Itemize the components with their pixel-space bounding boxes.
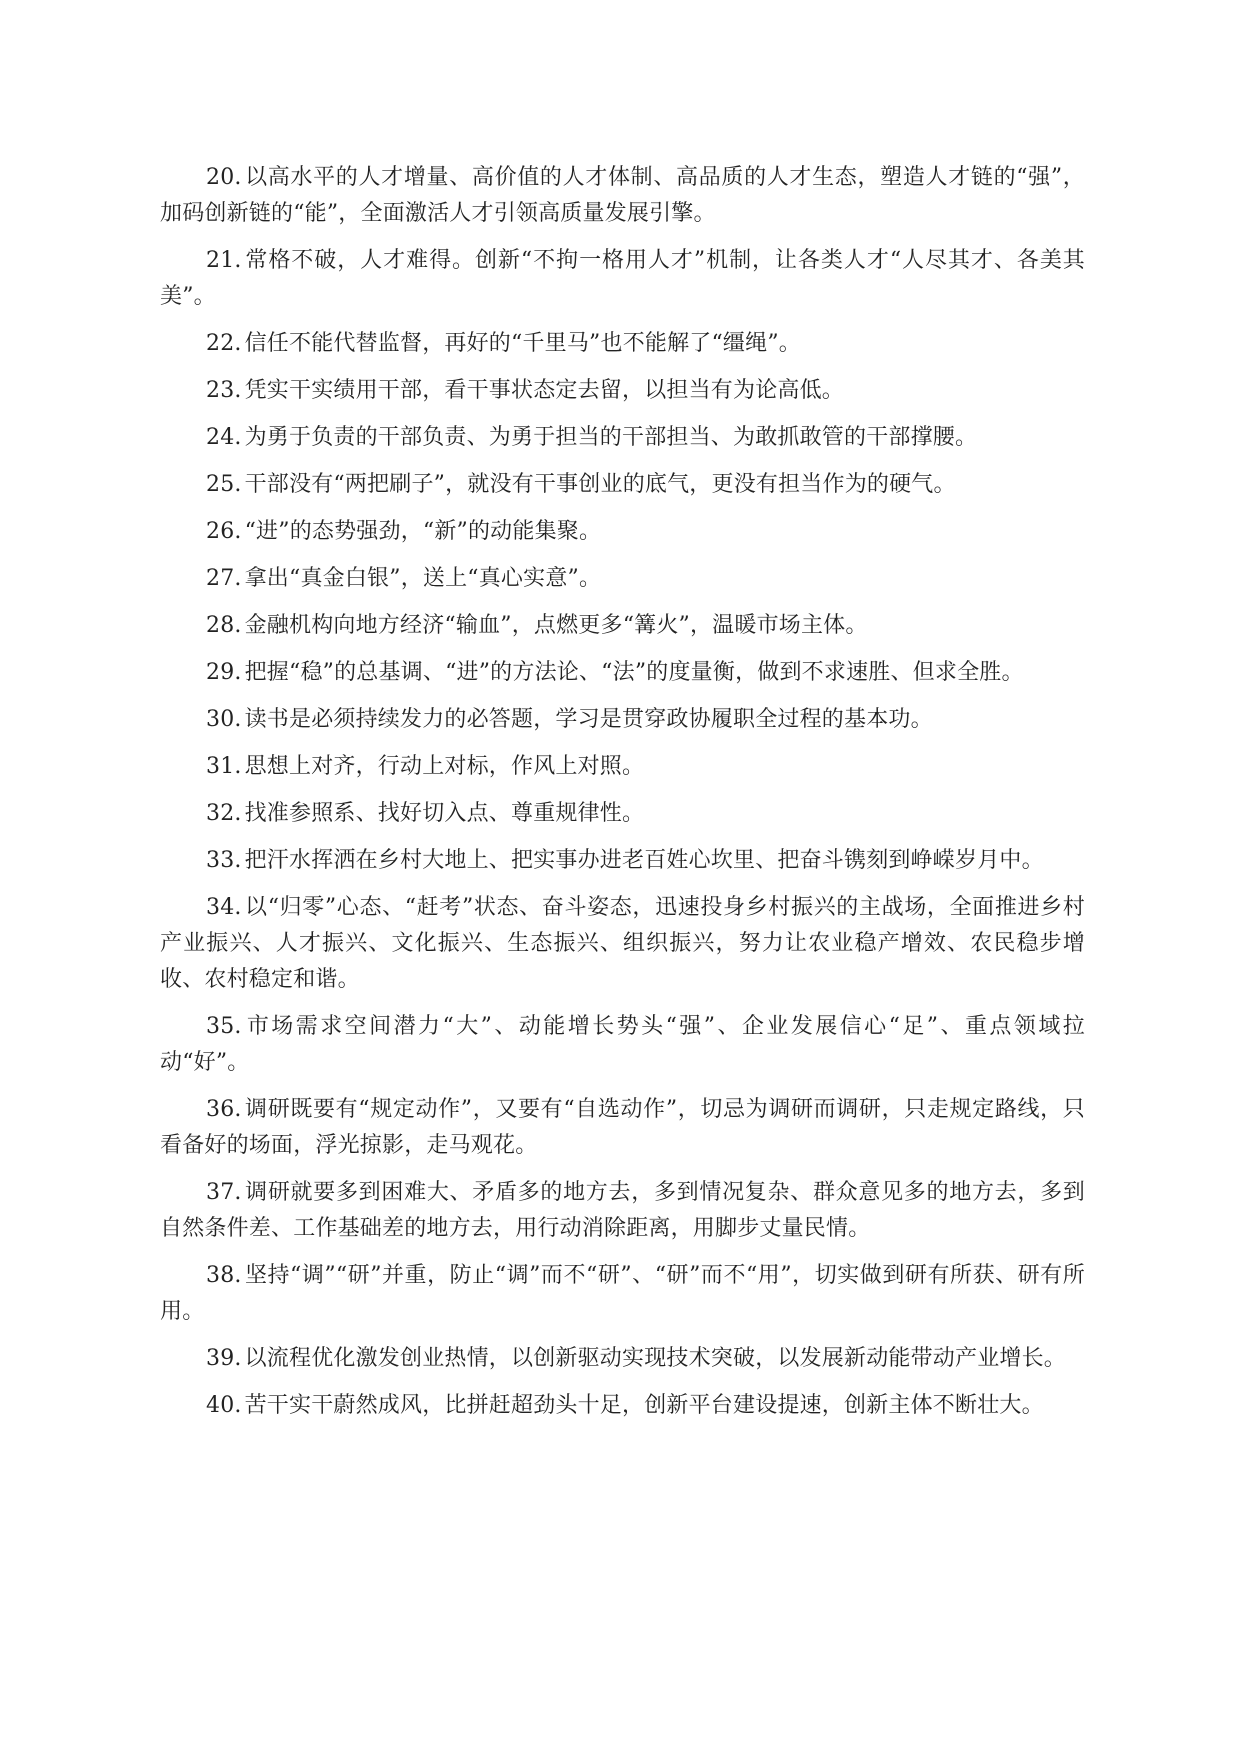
item-number: 31. [206, 754, 242, 779]
item-text: 找准参照系、找好切入点、尊重规律性。 [244, 801, 645, 826]
item-number: 22. [206, 331, 242, 356]
list-item [160, 1175, 1085, 1247]
item-text: 以流程优化激发创业热情，以创新驱动实现技术突破，以发展新动能带动产业增长。 [244, 1346, 1066, 1371]
item-number: 25. [206, 472, 242, 497]
item-number: 33. [206, 848, 242, 873]
item-text: 信任不能代替监督，再好的“千里马”也不能解了“缰绳”。 [244, 331, 801, 356]
item-text: 苦干实干蔚然成风，比拼赶超劲头十足，创新平台建设提速，创新主体不断壮大。 [244, 1393, 1044, 1418]
item-number: 34. [206, 895, 242, 920]
item-number: 23. [206, 378, 242, 403]
list-item [160, 160, 1085, 232]
item-text: 把汗水挥洒在乡村大地上、把实事办进老百姓心坎里、把奋斗镌刻到峥嵘岁月中。 [244, 848, 1044, 873]
item-text: 坚持“调”“研”并重，防止“调”而不“研”、“研”而不“用”，切实做到研有所获、研有所用。 [160, 1263, 1085, 1324]
item-text: 思想上对齐，行动上对标，作风上对照。 [244, 754, 645, 779]
item-number: 26. [206, 519, 242, 544]
item-text: 常格不破，人才难得。创新“不拘一格用人才”机制，让各类人才“人尽其才、各美其美”。 [160, 248, 1085, 309]
item-number: 20. [206, 165, 242, 190]
item-number: 29. [206, 660, 242, 685]
list-item [160, 890, 1085, 998]
list-item [160, 243, 1085, 315]
item-text: 以“归零”心态、“赶考”状态、奋斗姿态，迅速投身乡村振兴的主战场，全面推进乡村产业振兴、人才振兴、文化振兴、生态振兴、组织振兴，努力让农业稳产增效、农民稳步增收、农村稳定和谐。 [160, 895, 1085, 992]
item-text: “进”的态势强劲，“新”的动能集聚。 [244, 519, 602, 544]
item-text: 凭实干实绩用干部，看干事状态定去留，以担当有为论高低。 [244, 378, 844, 403]
list-item [160, 467, 1085, 503]
list-item [160, 1258, 1085, 1330]
item-text: 以高水平的人才增量、高价值的人才体制、高品质的人才生态，塑造人才链的“强”，加码创新链的“能”，全面激活人才引领高质量发展引擎。 [160, 165, 1085, 226]
list-item [160, 514, 1085, 550]
list-item [160, 843, 1085, 879]
item-number: 24. [206, 425, 242, 450]
list-item [160, 702, 1085, 738]
item-text: 读书是必须持续发力的必答题，学习是贯穿政协履职全过程的基本功。 [244, 707, 933, 732]
list-item [160, 420, 1085, 456]
list-item [160, 1092, 1085, 1164]
item-text: 金融机构向地方经济“输血”，点燃更多“篝火”，温暖市场主体。 [244, 613, 868, 638]
item-text: 为勇于负责的干部负责、为勇于担当的干部担当、为敢抓敢管的干部撑腰。 [244, 425, 978, 450]
list-item [160, 1388, 1085, 1424]
item-number: 28. [206, 613, 242, 638]
item-number: 30. [206, 707, 242, 732]
list-item [160, 608, 1085, 644]
list-item [160, 655, 1085, 691]
item-text: 调研既要有“规定动作”，又要有“自选动作”，切忌为调研而调研，只走规定路线，只看备好的场面，浮光掠影，走马观花。 [160, 1097, 1085, 1158]
item-number: 27. [206, 566, 242, 591]
item-text: 干部没有“两把刷子”，就没有干事创业的底气，更没有担当作为的硬气。 [244, 472, 956, 497]
item-number: 36. [206, 1097, 242, 1122]
list-item [160, 796, 1085, 832]
item-number: 32. [206, 801, 242, 826]
list-item [160, 1341, 1085, 1377]
list-item [160, 373, 1085, 409]
list-item [160, 326, 1085, 362]
item-number: 35. [206, 1014, 242, 1039]
item-number: 40. [206, 1393, 242, 1418]
item-text: 拿出“真金白银”，送上“真心实意”。 [244, 566, 602, 591]
item-text: 市场需求空间潜力“大”、动能增长势头“强”、企业发展信心“足”、重点领域拉动“好”。 [160, 1014, 1085, 1075]
list-item [160, 1009, 1085, 1081]
list-item [160, 749, 1085, 785]
item-text: 把握“稳”的总基调、“进”的方法论、“法”的度量衡，做到不求速胜、但求全胜。 [244, 660, 1024, 685]
item-number: 37. [206, 1180, 242, 1205]
item-number: 21. [206, 248, 242, 273]
item-number: 38. [206, 1263, 242, 1288]
item-text: 调研就要多到困难大、矛盾多的地方去，多到情况复杂、群众意见多的地方去，多到自然条件差、工作基础差的地方去，用行动消除距离，用脚步丈量民情。 [160, 1180, 1085, 1241]
document-body [160, 160, 1085, 1435]
item-number: 39. [206, 1346, 242, 1371]
list-item [160, 561, 1085, 597]
